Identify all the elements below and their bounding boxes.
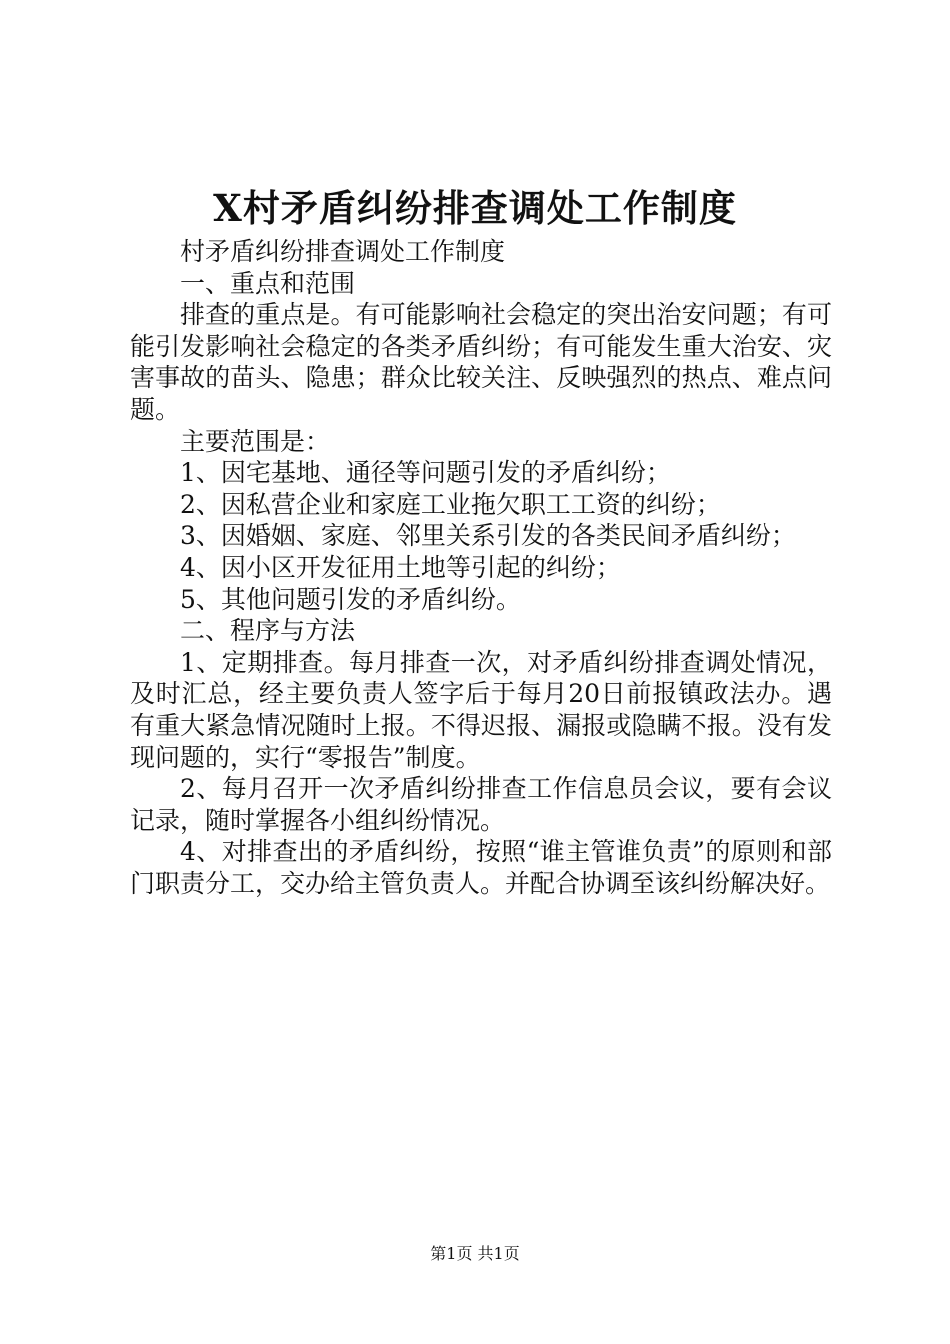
- section-heading-focus-scope: 一、重点和范围: [180, 268, 356, 298]
- section-heading-procedure: 二、程序与方法: [180, 616, 356, 646]
- list-item: 5、其他问题引发的矛盾纠纷。: [180, 584, 521, 614]
- list-item: 4、因小区开发征用土地等引起的纠纷；: [180, 552, 621, 582]
- paragraph-assignment: 4、对排查出的矛盾纠纷，按照“谁主管谁负责”的原则和部门职责分工，交办给主管负责人。并配合协调至该纠纷解决好。: [130, 837, 832, 898]
- list-item: 3、因婚姻、家庭、邻里关系引发的各类民间矛盾纠纷；: [180, 521, 796, 551]
- list-item: 2、因私营企业和家庭工业拖欠职工工资的纠纷；: [180, 489, 721, 519]
- paragraph-main-scope: 主要范围是：: [180, 426, 331, 456]
- paragraph-subtitle: 村矛盾纠纷排查调处工作制度: [180, 237, 506, 266]
- paragraph-regular-check: 1、定期排查。每月排查一次，对矛盾纠纷排查调处情况，及时汇总，经主要负责人签字后于每月20日前报镇政法办。遇有重大紧急情况随时上报。不得迟报、漏报或隐瞒不报。没有发现问题的，实行“零报告”制度。: [130, 647, 832, 772]
- paragraph-focus: 排查的重点是。有可能影响社会稳定的突出治安问题；有可能引发影响社会稳定的各类矛盾纠纷；有可能发生重大治安、灾害事故的苗头、隐患；群众比较关注、反映强烈的热点、难点问题。: [130, 300, 832, 424]
- document-body: [130, 236, 832, 899]
- page-footer: 第1页 共1页: [430, 1244, 520, 1263]
- document-title: X村矛盾纠纷排查调处工作制度: [213, 186, 737, 230]
- list-item: 1、因宅基地、通径等问题引发的矛盾纠纷；: [180, 458, 671, 488]
- paragraph-monthly-meeting: 2、每月召开一次矛盾纠纷排查工作信息员会议，要有会议记录，随时掌握各小组纠纷情况。: [130, 774, 832, 835]
